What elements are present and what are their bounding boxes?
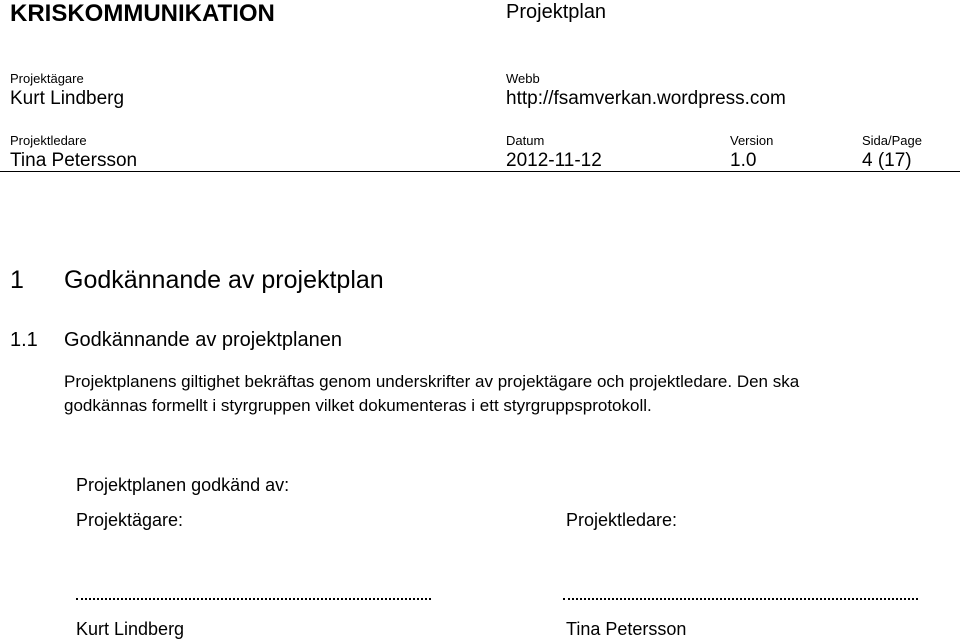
owner-role-label: Projektägare: bbox=[76, 510, 184, 530]
document-title: Projektplan bbox=[506, 1, 607, 23]
manager-signatory-name: Tina Petersson bbox=[566, 619, 687, 639]
manager-signature-line bbox=[563, 598, 918, 600]
manager-role-label: Projektledare: bbox=[566, 510, 678, 530]
date-value: 2012-11-12 bbox=[506, 150, 602, 171]
web-url: http://fsamverkan.wordpress.com bbox=[506, 88, 786, 109]
version-value: 1.0 bbox=[730, 150, 757, 171]
header-divider bbox=[0, 171, 960, 172]
section-title: Godkännande av projektplan bbox=[64, 266, 384, 294]
manager-label: Projektledare bbox=[10, 133, 87, 148]
owner-signature-line bbox=[76, 598, 431, 600]
owner-label: Projektägare bbox=[10, 71, 84, 86]
subsection-heading bbox=[10, 329, 342, 352]
owner-name: Kurt Lindberg bbox=[10, 88, 125, 109]
version-label: Version bbox=[730, 133, 774, 148]
section-heading bbox=[10, 266, 384, 295]
subsection-number: 1.1 bbox=[10, 329, 38, 351]
owner-signatory-name: Kurt Lindberg bbox=[76, 619, 185, 639]
page-label: Sida/Page bbox=[862, 133, 922, 148]
section-number: 1 bbox=[10, 266, 24, 294]
manager-name: Tina Petersson bbox=[10, 150, 138, 171]
organization-name: KRISKOMMUNIKATION bbox=[10, 0, 275, 27]
date-label: Datum bbox=[506, 133, 545, 148]
subsection-title: Godkännande av projektplanen bbox=[64, 329, 342, 351]
web-label: Webb bbox=[506, 71, 540, 86]
approval-heading: Projektplanen godkänd av: bbox=[76, 475, 290, 495]
page-value: 4 (17) bbox=[862, 150, 912, 171]
body-paragraph: Projektplanens giltighet bekräftas genom underskrifter av projektägare och projektledare. Den ska godkännas formellt i styrgruppen vilket dokumenteras i ett styrgruppsprotokoll. bbox=[64, 372, 800, 415]
